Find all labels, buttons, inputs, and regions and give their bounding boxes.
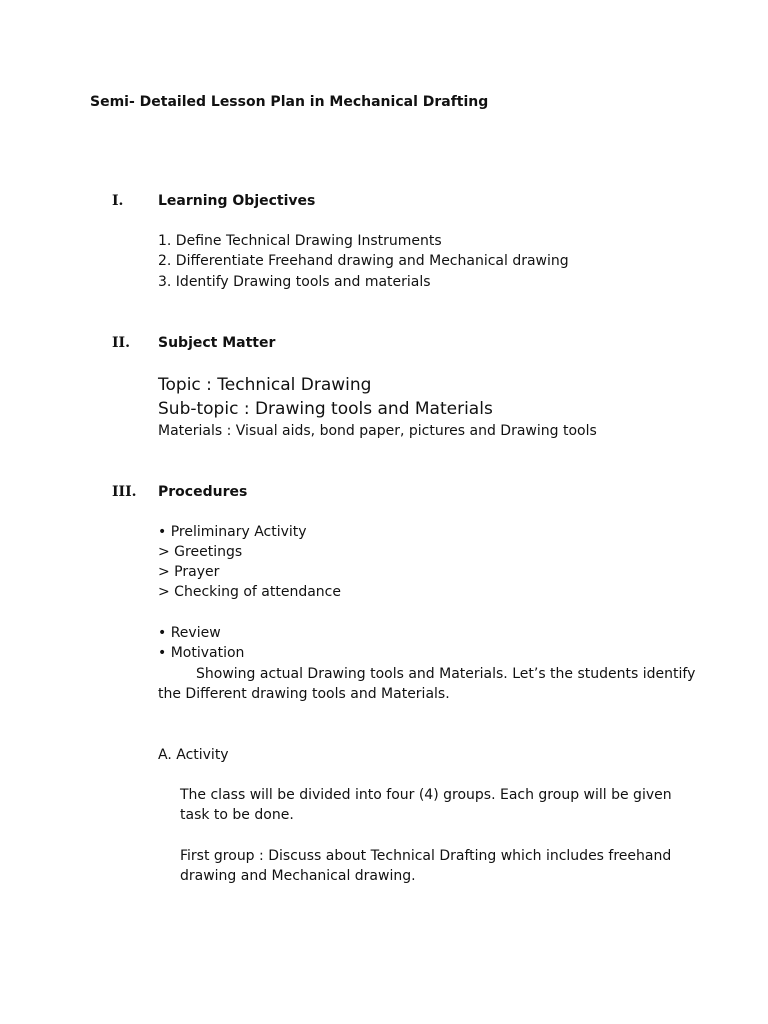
- section-heading: Procedures: [158, 484, 248, 500]
- objective-item: 2. Differentiate Freehand drawing and Mechanical drawing: [158, 253, 569, 269]
- activity-text: task to be done.: [180, 807, 294, 823]
- objective-item: 3. Identify Drawing tools and materials: [158, 274, 431, 290]
- procedure-subitem: > Checking of attendance: [158, 584, 341, 600]
- section-heading: Learning Objectives: [158, 193, 316, 209]
- objective-item: 1. Define Technical Drawing Instruments: [158, 233, 442, 249]
- procedure-subitem: > Greetings: [158, 544, 243, 560]
- activity-label: A. Activity: [158, 747, 229, 763]
- procedure-subitem: > Prayer: [158, 564, 220, 580]
- activity-text: The class will be divided into four (4) groups. Each group will be given: [180, 787, 672, 803]
- section-numeral: II.: [112, 335, 130, 351]
- section-numeral: III.: [112, 484, 137, 500]
- procedure-bullet: • Motivation: [158, 645, 245, 661]
- section-heading: Subject Matter: [158, 335, 276, 351]
- procedure-bullet: • Review: [158, 625, 221, 641]
- section-numeral: I.: [112, 193, 124, 209]
- materials-line: Materials : Visual aids, bond paper, pictures and Drawing tools: [158, 423, 597, 439]
- procedure-bullet: • Preliminary Activity: [158, 524, 307, 540]
- group-task-text: drawing and Mechanical drawing.: [180, 868, 416, 884]
- document-title: Semi- Detailed Lesson Plan in Mechanical Drafting: [90, 94, 489, 110]
- topic-line: Topic : Technical Drawing: [158, 375, 372, 395]
- motivation-text: the Different drawing tools and Materials.: [158, 686, 450, 702]
- group-task-text: First group : Discuss about Technical Drafting which includes freehand: [180, 848, 672, 864]
- subtopic-line: Sub-topic : Drawing tools and Materials: [158, 399, 493, 419]
- motivation-text: Showing actual Drawing tools and Materials. Let’s the students identify: [196, 666, 696, 682]
